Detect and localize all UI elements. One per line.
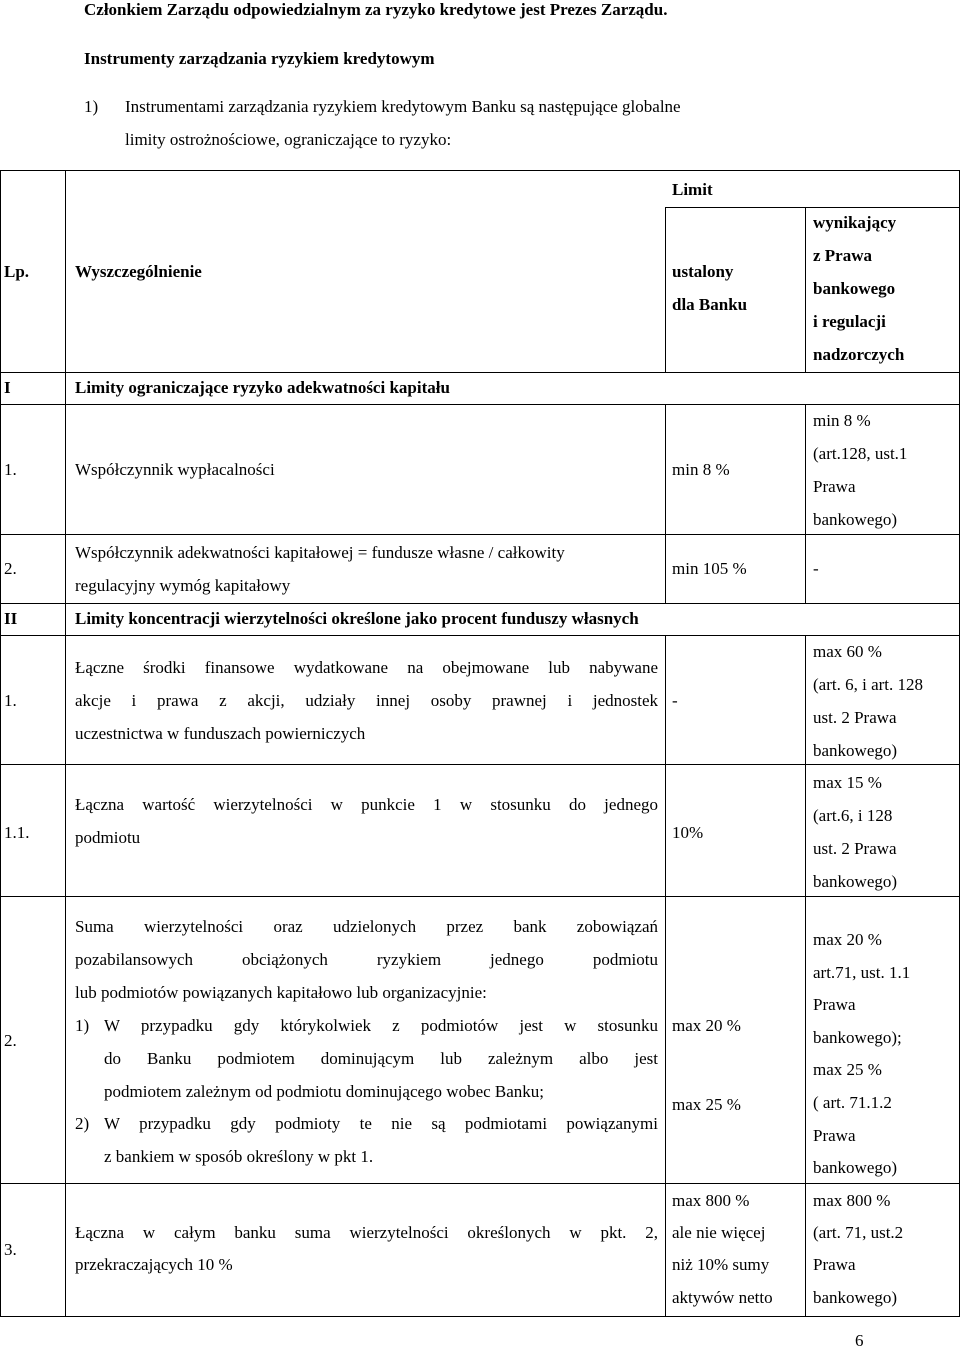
row-description-line: uczestnictwa w funduszach powierniczych bbox=[75, 724, 366, 743]
law-limit-line: bankowego) bbox=[813, 872, 898, 891]
header-law-line: bankowego bbox=[813, 279, 896, 298]
row-description-line: Łączna wartość wierzytelności w punkcie 1 w stosunku do jednego bbox=[75, 795, 658, 814]
header-bank-line: dla Banku bbox=[672, 295, 748, 314]
law-limit-line: ust. 2 Prawa bbox=[813, 708, 897, 727]
law-limit-line: max 60 % bbox=[813, 642, 882, 661]
header-description: Wyszczególnienie bbox=[75, 262, 202, 281]
row-description-line: podmiotu bbox=[75, 828, 141, 847]
law-limit-line: max 20 % bbox=[813, 930, 882, 949]
row-description-line: przekraczających 10 % bbox=[75, 1255, 233, 1274]
row-description-line: Współczynnik adekwatności kapitałowej = fundusze własne / całkowity bbox=[75, 543, 565, 562]
bank-limit-value: - bbox=[672, 691, 678, 710]
law-limit-line: bankowego) bbox=[813, 1288, 898, 1307]
row-number: 1. bbox=[4, 691, 17, 710]
header-law-line: wynikający bbox=[813, 213, 897, 232]
intro-credit-risk-responsibility: Członkiem Zarządu odpowiedzialnym za ryzyko kredytowe jest Prezes Zarządu. bbox=[84, 0, 668, 19]
law-limit-value: - bbox=[813, 559, 819, 578]
law-limit-line: (art.6, i 128 bbox=[813, 806, 893, 825]
section-title-concentration: Limity koncentracji wierzytelności określone jako procent funduszy własnych bbox=[75, 609, 639, 628]
row-description-line: pozabilansowych obciążonych ryzykiem jednego podmiotu bbox=[75, 950, 658, 969]
header-bank-line: ustalony bbox=[672, 262, 734, 281]
sub-item-line: podmiotem zależnym od podmiotu dominującego wobec Banku; bbox=[104, 1082, 545, 1101]
sub-item-line: z bankiem w sposób określony w pkt 1. bbox=[104, 1147, 374, 1166]
sub-item-line: W przypadku gdy podmioty te nie są podmiotami powiązanymi bbox=[104, 1114, 658, 1133]
bank-limit-value: max 20 % bbox=[672, 1016, 741, 1035]
law-limit-line: art.71, ust. 1.1 bbox=[813, 963, 911, 982]
section-number: II bbox=[4, 609, 18, 628]
bank-limit-value: max 25 % bbox=[672, 1095, 741, 1114]
sub-item-number: 2) bbox=[75, 1114, 90, 1133]
row-description: Współczynnik wypłacalności bbox=[75, 460, 275, 479]
header-lp: Lp. bbox=[4, 262, 30, 281]
law-limit-line: bankowego) bbox=[813, 1158, 898, 1177]
row-number: 1.1. bbox=[4, 823, 30, 842]
law-limit-line: min 8 % bbox=[813, 411, 871, 430]
law-limit-line: max 15 % bbox=[813, 773, 882, 792]
law-limit-line: Prawa bbox=[813, 1255, 856, 1274]
law-limit-line: (art. 71, ust.2 bbox=[813, 1223, 904, 1242]
law-limit-line: bankowego); bbox=[813, 1028, 902, 1047]
law-limit-line: Prawa bbox=[813, 995, 856, 1014]
section-number: I bbox=[4, 378, 11, 397]
header-law-line: i regulacji bbox=[813, 312, 886, 331]
row-description-line: Suma wierzytelności oraz udzielonych przez bank zobowiązań bbox=[75, 917, 658, 936]
header-limit: Limit bbox=[672, 180, 713, 199]
row-description-line: Łączne środki finansowe wydatkowane na obejmowane lub nabywane bbox=[75, 658, 658, 677]
row-description-line: akcje i prawa z akcji, udziały innej osoby prawnej i jednostek bbox=[75, 691, 658, 710]
page-number: 6 bbox=[855, 1331, 864, 1350]
bank-limit-line: niż 10% sumy bbox=[672, 1255, 770, 1274]
row-description-line: regulacyjny wymóg kapitałowy bbox=[75, 576, 291, 595]
header-law-line: nadzorczych bbox=[813, 345, 905, 364]
law-limit-line: max 800 % bbox=[813, 1191, 891, 1210]
section-title: Instrumenty zarządzania ryzykiem kredytowym bbox=[84, 49, 435, 68]
law-limit-line: ust. 2 Prawa bbox=[813, 839, 897, 858]
bank-limit-line: max 800 % bbox=[672, 1191, 750, 1210]
law-limit-line: ( art. 71.1.2 bbox=[813, 1093, 892, 1112]
intro-item-text-line1: Instrumentami zarządzania ryzykiem kredytowym Banku są następujące globalne bbox=[125, 97, 681, 116]
law-limit-line: Prawa bbox=[813, 1126, 856, 1145]
row-number: 3. bbox=[4, 1240, 17, 1259]
bank-limit-value: 10% bbox=[672, 823, 704, 842]
section-title-capital-adequacy: Limity ograniczające ryzyko adekwatności kapitału bbox=[75, 378, 450, 397]
law-limit-line: Prawa bbox=[813, 477, 856, 496]
row-number: 2. bbox=[4, 1031, 17, 1050]
row-description-line: lub podmiotów powiązanych kapitałowo lub organizacyjnie: bbox=[75, 983, 487, 1002]
sub-item-number: 1) bbox=[75, 1016, 90, 1035]
law-limit-line: (art.128, ust.1 bbox=[813, 444, 908, 463]
bank-limit-line: aktywów netto bbox=[672, 1288, 773, 1307]
sub-item-line: W przypadku gdy którykolwiek z podmiotów jest w stosunku bbox=[104, 1016, 658, 1035]
sub-item-line: do Banku podmiotem dominującym lub zależnym albo jest bbox=[104, 1049, 658, 1068]
bank-limit-value: min 8 % bbox=[672, 460, 730, 479]
intro-item-text-line2: limity ostrożnościowe, ograniczające to ryzyko: bbox=[125, 130, 452, 149]
bank-limit-value: min 105 % bbox=[672, 559, 747, 578]
law-limit-line: max 25 % bbox=[813, 1060, 882, 1079]
law-limit-line: (art. 6, i art. 128 bbox=[813, 675, 923, 694]
law-limit-line: bankowego) bbox=[813, 510, 898, 529]
bank-limit-line: ale nie więcej bbox=[672, 1223, 766, 1242]
row-description-line: Łączna w całym banku suma wierzytelności określonych w pkt. 2, bbox=[75, 1223, 658, 1242]
law-limit-line: bankowego) bbox=[813, 741, 898, 760]
header-law-line: z Prawa bbox=[813, 246, 873, 265]
intro-item-number: 1) bbox=[84, 97, 99, 116]
row-number: 2. bbox=[4, 559, 17, 578]
row-number: 1. bbox=[4, 460, 17, 479]
